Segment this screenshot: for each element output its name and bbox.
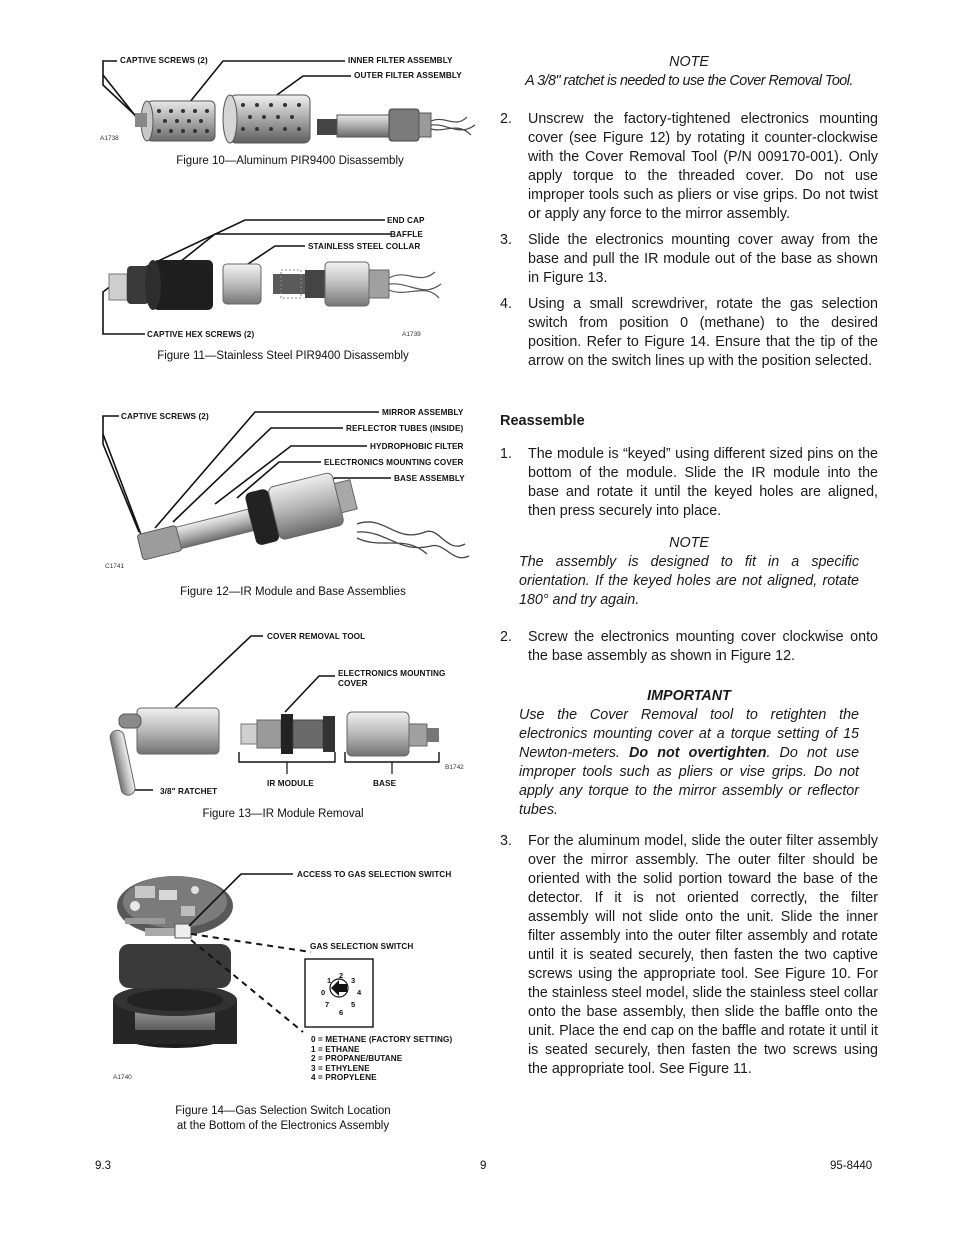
figure-11-illustration — [95, 212, 485, 344]
gas-legend-item: 4 = PROPYLENE — [311, 1073, 377, 1082]
dial-digit-3: 3 — [351, 976, 356, 985]
step-number: 2. — [500, 629, 512, 645]
figure-14-caption — [95, 1104, 471, 1134]
figure-10-caption: Figure 10—Aluminum PIR9400 Disassembly — [176, 155, 404, 167]
important-text-c: . Do not use improper tools such as pliers or vise grips. Do not apply any torque to the mirror assembly or reflector tubes. — [519, 745, 860, 818]
figure-11 — [95, 212, 485, 344]
label-end-cap: END CAP — [387, 216, 425, 225]
label-outer-filter-assembly: OUTER FILTER ASSEMBLY — [354, 71, 462, 80]
footer-revision: 9.3 — [95, 1160, 111, 1172]
dial-digit-1: 1 — [327, 976, 332, 985]
label-captive-hex-screws: CAPTIVE HEX SCREWS (2) — [147, 330, 255, 339]
figure-10-illustration — [95, 55, 485, 155]
label-base-assembly: BASE ASSEMBLY — [394, 474, 465, 483]
label-hydrophobic-filter: HYDROPHOBIC FILTER — [370, 442, 464, 451]
step-number: 3. — [500, 232, 512, 248]
label-cover-removal-tool: COVER REMOVAL TOOL — [267, 632, 366, 641]
disassembly-steps — [500, 110, 878, 371]
dial-digit-6: 6 — [339, 1008, 344, 1017]
step-item — [500, 445, 878, 521]
label-captive-screws: CAPTIVE SCREWS (2) — [121, 412, 209, 421]
step-number: 2. — [500, 111, 512, 127]
step-text: Unscrew the factory-tightened electronics mounting cover (see Figure 12) by rotating it counter-clockwise with the Cover Removal Tool (P/N 009170-001). Only apply torque to the threaded cover. Do not use improper tools such as pliers or vise grips. Do not twist or apply any force to the mirror assembly. — [528, 111, 878, 222]
label-inner-filter-assembly: INNER FILTER ASSEMBLY — [348, 56, 453, 65]
figure-13 — [95, 628, 485, 806]
step-item — [500, 110, 878, 224]
note-title: NOTE — [669, 535, 709, 551]
label-electronics-mounting-cover: ELECTRONICS MOUNTING COVER — [324, 458, 464, 467]
label-captive-screws: CAPTIVE SCREWS (2) — [120, 56, 208, 65]
step-text: Slide the electronics mounting cover away from the base and pull the IR module out of the base as shown in Figure 13. — [528, 232, 878, 286]
label-ir-module: IR MODULE — [267, 779, 314, 788]
gas-legend-item: 0 = METHANE (FACTORY SETTING) — [311, 1035, 453, 1044]
note-text: A 3/8" ratchet is needed to use the Cover Removal Tool. — [525, 73, 853, 89]
gas-legend-item: 1 = ETHANE — [311, 1044, 360, 1054]
label-ratchet: 3/8" RATCHET — [160, 787, 218, 796]
step-item — [500, 231, 878, 288]
important-title: IMPORTANT — [647, 688, 731, 704]
figure-10 — [95, 55, 485, 155]
important-note — [519, 687, 859, 820]
step-text: Using a small screwdriver, rotate the gas selection switch from position 0 (methane) to the desired position. Refer to Figure 14. Ensure that the tip of the arrow on the switch lines up with the position selected. — [528, 296, 878, 369]
reassemble-heading: Reassemble — [500, 413, 585, 429]
label-stainless-steel-collar: STAINLESS STEEL COLLAR — [308, 242, 421, 251]
note-title: NOTE — [669, 54, 709, 70]
important-text-a: Use the Cover Removal tool to retighten the electronics mounting cover at a torque setting of 15 Newton-meters. — [519, 707, 859, 761]
label-access-to-gas-selection-switch: ACCESS TO GAS SELECTION SWITCH — [297, 870, 452, 879]
figure-code: A1740 — [113, 1074, 132, 1081]
gas-legend — [311, 1035, 452, 1083]
figure-code: A1738 — [100, 135, 119, 142]
step-number: 1. — [500, 446, 512, 462]
dial-digit-5: 5 — [351, 1000, 356, 1009]
label-mirror-assembly: MIRROR ASSEMBLY — [382, 408, 464, 417]
important-text-bold: Do not overtighten — [629, 745, 767, 761]
reassemble-step-2 — [500, 628, 878, 666]
gas-legend-item: 2 = PROPANE/BUTANE — [311, 1054, 403, 1063]
label-gas-selection-switch: GAS SELECTION SWITCH — [310, 942, 414, 951]
step-item — [500, 628, 878, 666]
figure-code: C1741 — [105, 563, 125, 570]
step-text: For the aluminum model, slide the outer filter assembly over the mirror assembly. The outer filter should be oriented with the solid portion toward the base of the detector. If it is not oriented correctly, the filter assembly will not slide onto the unit. Slide the inner filter assembly into the outer filter assembly and rotate until it is seated securely, then fasten the two captive screws using the appropriate tool. See Figure 10. For the stainless steel model, slide the stainless steel collar onto the base assembly, then slide the baffle onto the unit. Place the end cap on the baffle and rotate it until it is seated securely, then fasten the two screws using the appropriate tool. See Figure 11. — [528, 833, 878, 1077]
label-electronics-mounting-2: COVER — [338, 679, 368, 688]
reassemble-step-1 — [500, 445, 878, 521]
note-ratchet — [519, 53, 859, 91]
dial-digit-7: 7 — [325, 1000, 330, 1009]
figure-14-caption-line2: at the Bottom of the Electronics Assembly — [176, 1120, 390, 1132]
figure-code: B1742 — [445, 764, 464, 771]
step-number: 4. — [500, 296, 512, 312]
footer-page-number: 9 — [480, 1160, 487, 1172]
figure-12 — [95, 404, 485, 576]
gas-legend-item: 3 = ETHYLENE — [311, 1063, 370, 1073]
note-orientation — [519, 534, 859, 610]
dial-digit-2: 2 — [339, 971, 344, 980]
step-number: 3. — [500, 833, 512, 849]
dial-digit-4: 4 — [357, 988, 362, 997]
label-electronics-mounting-1: ELECTRONICS MOUNTING — [338, 669, 446, 678]
footer-document-number: 95-8440 — [830, 1160, 873, 1172]
label-baffle: BAFFLE — [390, 230, 423, 239]
figure-14-caption-line1: Figure 14—Gas Selection Switch Location — [175, 1105, 391, 1117]
reassemble-step-3 — [500, 832, 878, 1079]
figure-14 — [95, 862, 485, 1094]
step-text: Screw the electronics mounting cover clockwise onto the base assembly as shown in Figure 12. — [528, 629, 878, 664]
important-text — [519, 706, 859, 820]
step-text: The module is “keyed” using different sized pins on the bottom of the module. Slide the IR module into the base and rotate it until the keyed holes are aligned, then press securely into place. — [528, 446, 878, 519]
dial-digit-0: 0 — [321, 988, 326, 997]
label-reflector-tubes: REFLECTOR TUBES (INSIDE) — [346, 424, 464, 433]
figure-13-caption: Figure 13—IR Module Removal — [202, 808, 364, 820]
note-text: The assembly is designed to fit in a specific orientation. If the keyed holes are not aligned, rotate 180° and try again. — [519, 554, 859, 608]
step-item — [500, 832, 878, 1079]
figure-code: A1739 — [402, 331, 421, 338]
step-item — [500, 295, 878, 371]
figure-12-caption: Figure 12—IR Module and Base Assemblies — [180, 586, 406, 598]
figure-11-caption: Figure 11—Stainless Steel PIR9400 Disassembly — [157, 350, 409, 362]
label-base: BASE — [373, 779, 397, 788]
